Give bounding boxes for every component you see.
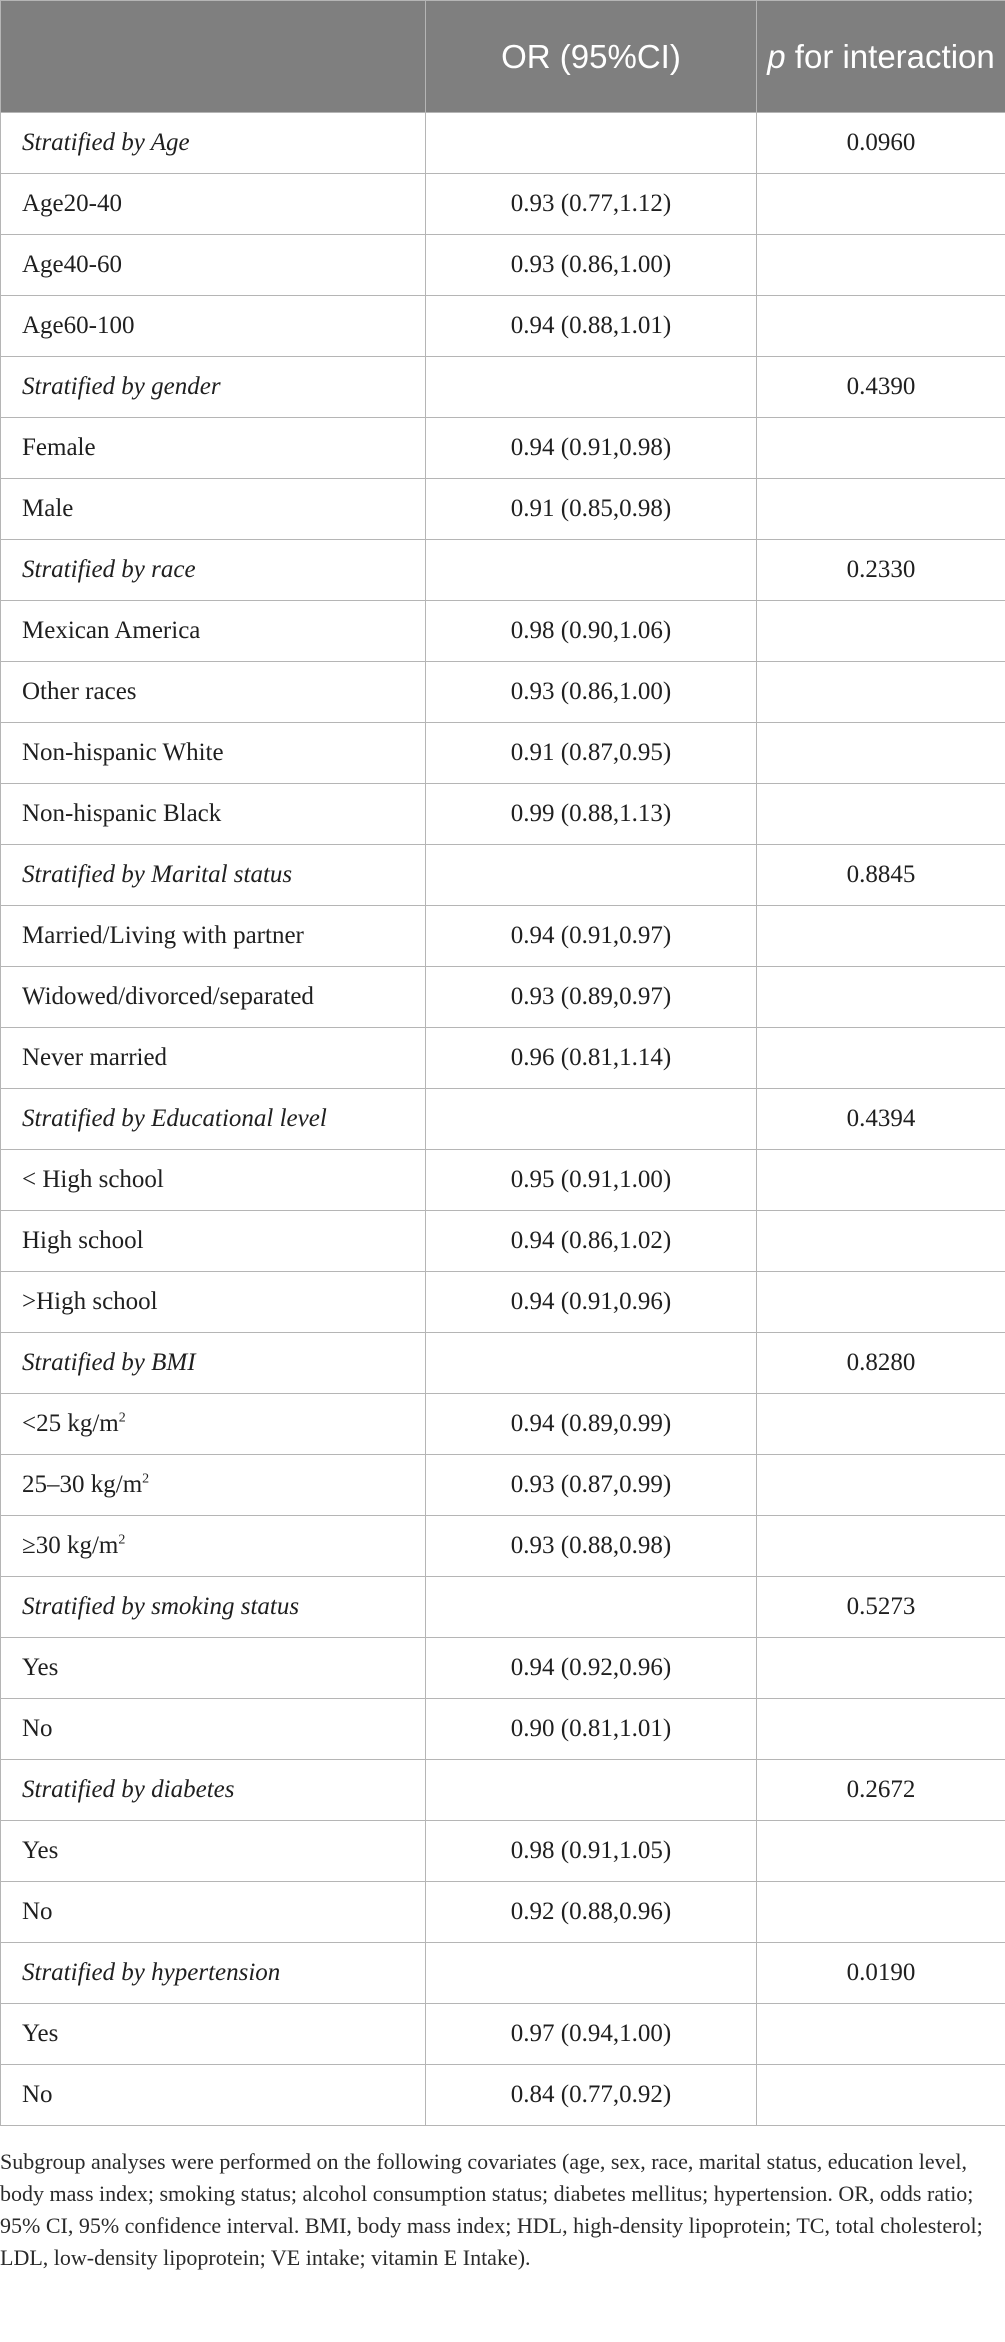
subgroup-label: <25 kg/m — [22, 1410, 119, 1437]
cell-subgroup — [1, 418, 426, 479]
table-row — [1, 2065, 1005, 2126]
subgroup-label: Male — [22, 495, 74, 522]
cell-subgroup — [1, 1882, 426, 1943]
table-row — [1, 1455, 1005, 1516]
cell-or-95ci: 0.98 (0.91,1.05) — [426, 1821, 757, 1882]
cell-or-95ci — [426, 113, 757, 174]
table-row — [1, 601, 1005, 662]
subgroup-label: >High school — [22, 1288, 158, 1315]
cell-p-interaction — [757, 418, 1005, 479]
cell-or-95ci — [426, 540, 757, 601]
subgroup-label: No — [22, 2081, 53, 2108]
subgroup-label: Stratified by Marital status — [22, 861, 293, 888]
table-row — [1, 174, 1005, 235]
cell-subgroup — [1, 601, 426, 662]
table-row — [1, 418, 1005, 479]
cell-subgroup — [1, 1211, 426, 1272]
table-row-stratum — [1, 357, 1005, 418]
table-row — [1, 967, 1005, 1028]
cell-or-95ci: 0.94 (0.91,0.97) — [426, 906, 757, 967]
table-row — [1, 1028, 1005, 1089]
subgroup-label: Stratified by Educational level — [22, 1105, 327, 1132]
cell-p-interaction — [757, 601, 1005, 662]
header-p-letter: p — [767, 37, 786, 75]
table-row-stratum — [1, 1577, 1005, 1638]
cell-or-95ci: 0.91 (0.87,0.95) — [426, 723, 757, 784]
cell-or-95ci: 0.94 (0.91,0.98) — [426, 418, 757, 479]
cell-subgroup — [1, 1028, 426, 1089]
table-row-stratum — [1, 845, 1005, 906]
cell-subgroup — [1, 967, 426, 1028]
cell-subgroup — [1, 357, 426, 418]
subgroup-label: Non-hispanic Black — [22, 800, 222, 827]
cell-subgroup — [1, 1089, 426, 1150]
cell-subgroup — [1, 540, 426, 601]
cell-subgroup — [1, 2065, 426, 2126]
table-row — [1, 1516, 1005, 1577]
unit-superscript: 2 — [142, 1471, 150, 1487]
cell-p-interaction — [757, 2065, 1005, 2126]
cell-subgroup — [1, 1455, 426, 1516]
table-row-stratum — [1, 1333, 1005, 1394]
cell-p-interaction — [757, 1882, 1005, 1943]
cell-p-interaction — [757, 906, 1005, 967]
table-row — [1, 1211, 1005, 1272]
table-body — [1, 113, 1005, 2126]
subgroup-label: Stratified by diabetes — [22, 1776, 235, 1803]
cell-subgroup — [1, 479, 426, 540]
cell-p-interaction: 0.8845 — [757, 845, 1005, 906]
table-row-stratum — [1, 1089, 1005, 1150]
cell-or-95ci — [426, 845, 757, 906]
table-row — [1, 723, 1005, 784]
cell-subgroup — [1, 235, 426, 296]
cell-subgroup — [1, 1760, 426, 1821]
subgroup-label: Age20-40 — [22, 190, 122, 217]
table-row — [1, 1638, 1005, 1699]
subgroup-label: Female — [22, 434, 96, 461]
cell-or-95ci: 0.93 (0.86,1.00) — [426, 235, 757, 296]
cell-p-interaction — [757, 174, 1005, 235]
cell-p-interaction — [757, 1821, 1005, 1882]
subgroup-label: High school — [22, 1227, 144, 1254]
cell-p-interaction — [757, 1211, 1005, 1272]
cell-or-95ci: 0.84 (0.77,0.92) — [426, 2065, 757, 2126]
subgroup-label: Age60-100 — [22, 312, 135, 339]
cell-or-95ci: 0.95 (0.91,1.00) — [426, 1150, 757, 1211]
unit-superscript: 2 — [118, 1410, 126, 1426]
cell-p-interaction: 0.4394 — [757, 1089, 1005, 1150]
cell-subgroup — [1, 1943, 426, 2004]
cell-subgroup — [1, 174, 426, 235]
cell-or-95ci: 0.97 (0.94,1.00) — [426, 2004, 757, 2065]
subgroup-label: Stratified by hypertension — [22, 1959, 281, 1986]
cell-p-interaction: 0.2672 — [757, 1760, 1005, 1821]
table-row — [1, 906, 1005, 967]
cell-or-95ci: 0.94 (0.92,0.96) — [426, 1638, 757, 1699]
cell-p-interaction — [757, 1028, 1005, 1089]
subgroup-label: Stratified by gender — [22, 373, 221, 400]
subgroup-label: ≥30 kg/m — [22, 1532, 119, 1559]
subgroup-label: Yes — [22, 2020, 59, 2047]
cell-p-interaction — [757, 296, 1005, 357]
cell-subgroup — [1, 1516, 426, 1577]
cell-or-95ci: 0.93 (0.87,0.99) — [426, 1455, 757, 1516]
subgroup-label: No — [22, 1898, 53, 1925]
cell-or-95ci: 0.93 (0.88,0.98) — [426, 1516, 757, 1577]
table-row-stratum — [1, 540, 1005, 601]
cell-p-interaction: 0.8280 — [757, 1333, 1005, 1394]
subgroup-label: Yes — [22, 1654, 59, 1681]
cell-subgroup — [1, 113, 426, 174]
cell-subgroup — [1, 1699, 426, 1760]
subgroup-label: Stratified by Age — [22, 129, 190, 156]
cell-subgroup — [1, 906, 426, 967]
table-header — [1, 1, 1005, 113]
cell-p-interaction — [757, 479, 1005, 540]
cell-p-interaction — [757, 662, 1005, 723]
cell-or-95ci: 0.98 (0.90,1.06) — [426, 601, 757, 662]
cell-p-interaction — [757, 1455, 1005, 1516]
cell-p-interaction — [757, 2004, 1005, 2065]
subgroup-label: Never married — [22, 1044, 168, 1071]
table-row — [1, 235, 1005, 296]
cell-p-interaction — [757, 1272, 1005, 1333]
cell-subgroup — [1, 1577, 426, 1638]
table-row-stratum — [1, 1760, 1005, 1821]
cell-p-interaction — [757, 1638, 1005, 1699]
subgroup-label: Mexican America — [22, 617, 201, 644]
subgroup-label: Stratified by BMI — [22, 1349, 196, 1376]
table-row — [1, 2004, 1005, 2065]
unit-superscript: 2 — [118, 1532, 126, 1548]
subgroup-label: No — [22, 1715, 53, 1742]
subgroup-label: Other races — [22, 678, 137, 705]
subgroup-label: Yes — [22, 1837, 59, 1864]
cell-or-95ci — [426, 357, 757, 418]
cell-p-interaction — [757, 1394, 1005, 1455]
table-row — [1, 784, 1005, 845]
table-row-stratum — [1, 1943, 1005, 2004]
cell-subgroup — [1, 2004, 426, 2065]
cell-or-95ci — [426, 1577, 757, 1638]
cell-p-interaction — [757, 723, 1005, 784]
subgroup-label: < High school — [22, 1166, 164, 1193]
table-row — [1, 1882, 1005, 1943]
header-p-for-interaction — [757, 1, 1005, 113]
cell-subgroup — [1, 1333, 426, 1394]
cell-p-interaction: 0.0960 — [757, 113, 1005, 174]
cell-or-95ci: 0.94 (0.88,1.01) — [426, 296, 757, 357]
cell-subgroup — [1, 1272, 426, 1333]
cell-subgroup — [1, 845, 426, 906]
cell-or-95ci — [426, 1089, 757, 1150]
cell-or-95ci: 0.91 (0.85,0.98) — [426, 479, 757, 540]
cell-or-95ci: 0.94 (0.89,0.99) — [426, 1394, 757, 1455]
cell-subgroup — [1, 1821, 426, 1882]
table-row — [1, 1150, 1005, 1211]
cell-subgroup — [1, 723, 426, 784]
table-row — [1, 662, 1005, 723]
cell-or-95ci — [426, 1333, 757, 1394]
cell-or-95ci — [426, 1760, 757, 1821]
cell-or-95ci: 0.94 (0.91,0.96) — [426, 1272, 757, 1333]
cell-p-interaction: 0.4390 — [757, 357, 1005, 418]
table-row — [1, 479, 1005, 540]
subgroup-label: 25–30 kg/m — [22, 1471, 143, 1498]
table-row — [1, 1394, 1005, 1455]
table-row — [1, 296, 1005, 357]
cell-or-95ci: 0.93 (0.89,0.97) — [426, 967, 757, 1028]
table-row — [1, 1272, 1005, 1333]
cell-p-interaction — [757, 1699, 1005, 1760]
cell-subgroup — [1, 662, 426, 723]
table-row — [1, 1699, 1005, 1760]
cell-p-interaction — [757, 1150, 1005, 1211]
subgroup-label: Stratified by smoking status — [22, 1593, 300, 1620]
cell-or-95ci: 0.92 (0.88,0.96) — [426, 1882, 757, 1943]
table-footnote: Subgroup analyses were performed on the following covariates (age, sex, race, marital status, education level, body mass index; smoking status; alcohol consumption status; diabetes mellitus; hypertension. OR, odds ratio; 95% CI, 95% confidence interval. BMI, body mass index; HDL, high-density lipoprotein; TC, total cholesterol; LDL, low-density lipoprotein; VE intake; vitamin E Intake). — [0, 2149, 983, 2270]
cell-p-interaction — [757, 235, 1005, 296]
cell-p-interaction: 0.0190 — [757, 1943, 1005, 2004]
cell-p-interaction: 0.2330 — [757, 540, 1005, 601]
header-p-rest: for interaction — [785, 37, 995, 75]
cell-subgroup — [1, 1150, 426, 1211]
cell-or-95ci: 0.90 (0.81,1.01) — [426, 1699, 757, 1760]
table-row — [1, 1821, 1005, 1882]
cell-p-interaction — [757, 784, 1005, 845]
subgroup-label: Married/Living with partner — [22, 922, 304, 949]
subgroup-label: Non-hispanic White — [22, 739, 224, 766]
cell-subgroup — [1, 296, 426, 357]
subgroup-label: Stratified by race — [22, 556, 196, 583]
cell-subgroup — [1, 1638, 426, 1699]
cell-p-interaction — [757, 967, 1005, 1028]
cell-p-interaction: 0.5273 — [757, 1577, 1005, 1638]
subgroup-label: Age40-60 — [22, 251, 122, 278]
cell-subgroup — [1, 784, 426, 845]
cell-or-95ci: 0.99 (0.88,1.13) — [426, 784, 757, 845]
subgroup-label: Widowed/divorced/separated — [22, 983, 314, 1010]
cell-or-95ci: 0.96 (0.81,1.14) — [426, 1028, 757, 1089]
cell-subgroup — [1, 1394, 426, 1455]
header-or-95ci: OR (95%CI) — [426, 1, 757, 113]
cell-p-interaction — [757, 1516, 1005, 1577]
cell-or-95ci — [426, 1943, 757, 2004]
header-subgroup — [1, 1, 426, 113]
cell-or-95ci: 0.93 (0.86,1.00) — [426, 662, 757, 723]
cell-or-95ci: 0.93 (0.77,1.12) — [426, 174, 757, 235]
table-row-stratum — [1, 113, 1005, 174]
cell-or-95ci: 0.94 (0.86,1.02) — [426, 1211, 757, 1272]
